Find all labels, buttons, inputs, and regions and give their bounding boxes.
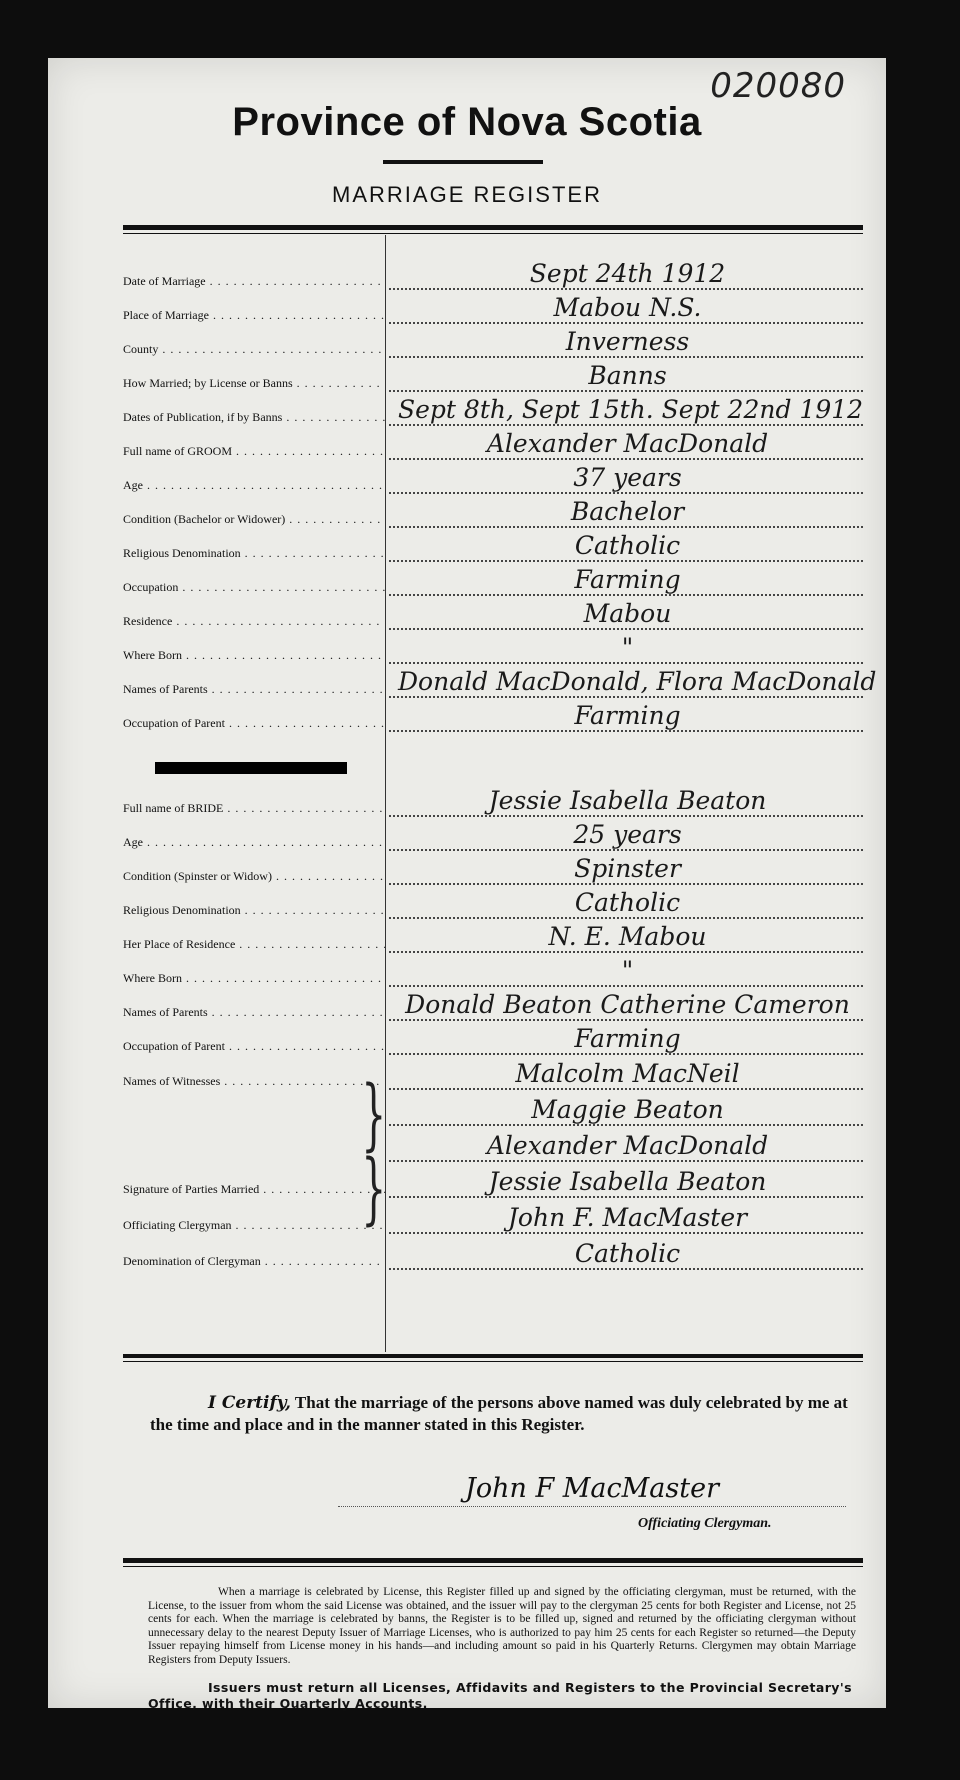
field-row bbox=[123, 853, 863, 887]
field-dotted-line bbox=[389, 951, 863, 953]
field-row bbox=[123, 1058, 863, 1092]
field-value: " bbox=[621, 633, 634, 662]
certify-text: That the marriage of the persons above named was duly celebrated by me at the time and place and in the manner stated in this Register. bbox=[150, 1393, 848, 1434]
field-dotted-line bbox=[389, 985, 863, 987]
field-value: " bbox=[621, 956, 634, 985]
witnesses-brace: } bbox=[361, 1070, 387, 1160]
field-value: 25 years bbox=[573, 820, 682, 849]
field-dotted-line bbox=[389, 662, 863, 664]
field-value: Malcolm MacNeil bbox=[515, 1059, 740, 1088]
field-label: Full name of BRIDE . . . bbox=[123, 801, 385, 816]
field-label: Place of Marriage . . . bbox=[123, 308, 385, 323]
header-divider bbox=[123, 225, 863, 230]
field-label: Names of Parents . . . bbox=[123, 682, 385, 697]
field-dotted-line bbox=[389, 424, 863, 426]
field-value: N. E. Mabou bbox=[548, 922, 707, 951]
certification-statement bbox=[150, 1392, 850, 1436]
fields-divider-thin bbox=[123, 1361, 863, 1362]
field-value: Sept 8th, Sept 15th. Sept 22nd 1912 bbox=[398, 395, 864, 424]
field-row bbox=[123, 530, 863, 564]
field-value: Catholic bbox=[574, 531, 681, 560]
registration-number: 020080 bbox=[710, 66, 846, 106]
field-row bbox=[123, 394, 863, 428]
field-value: 37 years bbox=[573, 463, 682, 492]
field-value: Catholic bbox=[574, 1239, 681, 1268]
field-dotted-line bbox=[389, 560, 863, 562]
instructions-notice: When a marriage is celebrated by License, this Register filled up and signed by the officiating clergyman, must be returned, with the License, to the issuer from whom the said License was obtained, and the issuer will pay to the clergyman 25 cents for both Register and License, not 25 cents for each. When the marriage is celebrated by banns, the Register is to be filled up, signed and returned by the officiating clergyman without unnecessary delay to the nearest Deputy Issuer of Marriage Licenses, who is authorized to pay him 25 cents for each Register so returned—the Deputy Issuer repaying himself from License money in his hands—and including amount so paid in his Quarterly Returns. Clergymen may obtain Marriage Registers from Deputy Issuers. bbox=[148, 1586, 856, 1666]
field-row bbox=[123, 632, 863, 666]
field-row bbox=[123, 496, 863, 530]
field-label: Condition (Bachelor or Widower) . . . bbox=[123, 512, 385, 527]
field-row bbox=[123, 921, 863, 955]
field-value: Farming bbox=[574, 565, 681, 594]
field-label: Occupation . . . bbox=[123, 580, 385, 595]
field-label: Date of Marriage . . . bbox=[123, 274, 385, 289]
field-label: Occupation of Parent . . . bbox=[123, 1039, 385, 1054]
field-value: Catholic bbox=[574, 888, 681, 917]
field-value: Jessie Isabella Beaton bbox=[488, 1167, 767, 1196]
field-row bbox=[123, 666, 877, 700]
field-row bbox=[123, 887, 863, 921]
field-value: Sept 24th 1912 bbox=[529, 259, 726, 288]
field-dotted-line bbox=[389, 288, 863, 290]
field-label: County . . . bbox=[123, 342, 385, 357]
field-label: Names of Parents . . . bbox=[123, 1005, 385, 1020]
field-value: Bachelor bbox=[570, 497, 685, 526]
field-dotted-line bbox=[389, 730, 863, 732]
field-label: Age . . . bbox=[123, 478, 385, 493]
register-form bbox=[48, 58, 886, 1711]
field-row bbox=[123, 1023, 863, 1057]
field-row bbox=[123, 428, 863, 462]
field-dotted-line bbox=[389, 1124, 863, 1126]
field-dotted-line bbox=[389, 594, 863, 596]
document-title: Province of Nova Scotia bbox=[232, 100, 702, 144]
field-value: Jessie Isabella Beaton bbox=[488, 786, 767, 815]
field-dotted-line bbox=[389, 492, 863, 494]
field-row bbox=[123, 564, 863, 598]
field-label: Denomination of Clergyman . . . bbox=[123, 1254, 385, 1269]
field-value: Mabou bbox=[583, 599, 672, 628]
field-row bbox=[123, 819, 863, 853]
field-dotted-line bbox=[389, 917, 863, 919]
field-label: How Married; by License or Banns . . . bbox=[123, 376, 385, 391]
field-value: Spinster bbox=[574, 854, 681, 883]
field-value: Donald Beaton Catherine Cameron bbox=[405, 990, 850, 1019]
clergyman-signature: John F MacMaster bbox=[465, 1473, 719, 1504]
field-dotted-line bbox=[389, 1053, 863, 1055]
field-value: Mabou N.S. bbox=[553, 293, 702, 322]
field-row bbox=[123, 785, 863, 819]
field-label: Occupation of Parent . . . bbox=[123, 716, 385, 731]
field-label: Religious Denomination . . . bbox=[123, 546, 385, 561]
certify-lead: I Certify, bbox=[208, 1393, 291, 1413]
field-row bbox=[123, 360, 863, 394]
field-dotted-line bbox=[389, 883, 863, 885]
field-label: Dates of Publication, if by Banns . . . bbox=[123, 410, 385, 425]
field-row bbox=[123, 1202, 863, 1236]
parties-brace: } bbox=[361, 1144, 387, 1234]
field-label: Religious Denomination . . . bbox=[123, 903, 385, 918]
field-dotted-line bbox=[389, 390, 863, 392]
title-underline bbox=[383, 160, 543, 164]
field-dotted-line bbox=[389, 1160, 863, 1162]
field-dotted-line bbox=[389, 815, 863, 817]
document-subtitle: MARRIAGE REGISTER bbox=[332, 182, 602, 207]
field-value: Alexander MacDonald bbox=[486, 429, 769, 458]
field-label: Names of Witnesses . . . bbox=[123, 1074, 385, 1089]
notice-divider-thin bbox=[123, 1566, 863, 1567]
field-dotted-line bbox=[389, 1088, 863, 1090]
field-row bbox=[123, 1130, 863, 1164]
redaction-bar bbox=[155, 762, 347, 774]
issuers-footer: Issuers must return all Licenses, Affidavits and Registers to the Provincial Secretary's Office, with their Quarterly Accounts. bbox=[148, 1680, 852, 1711]
field-dotted-line bbox=[389, 458, 863, 460]
field-dotted-line bbox=[389, 628, 863, 630]
fields-divider bbox=[123, 1354, 863, 1358]
header-divider-thin bbox=[123, 233, 863, 234]
field-row bbox=[123, 292, 863, 326]
field-dotted-line bbox=[389, 849, 863, 851]
notice-divider bbox=[123, 1558, 863, 1563]
field-label: Where Born . . . bbox=[123, 971, 385, 986]
field-dotted-line bbox=[389, 322, 863, 324]
field-row bbox=[123, 1238, 863, 1272]
field-row bbox=[123, 700, 863, 734]
field-dotted-line bbox=[389, 1268, 863, 1270]
field-dotted-line bbox=[389, 526, 863, 528]
field-row bbox=[123, 462, 863, 496]
field-value: Maggie Beaton bbox=[531, 1095, 724, 1124]
field-value: Farming bbox=[574, 701, 681, 730]
field-row bbox=[123, 1094, 863, 1128]
field-row bbox=[123, 1166, 863, 1200]
field-dotted-line bbox=[389, 1196, 863, 1198]
field-value: Inverness bbox=[565, 327, 690, 356]
field-row bbox=[123, 598, 863, 632]
field-value: John F. MacMaster bbox=[507, 1203, 748, 1232]
field-row bbox=[123, 326, 863, 360]
field-dotted-line bbox=[389, 696, 863, 698]
field-label: Age . . . bbox=[123, 835, 385, 850]
field-label: Residence . . . bbox=[123, 614, 385, 629]
field-label: Where Born . . . bbox=[123, 648, 385, 663]
field-row bbox=[123, 955, 863, 989]
field-label: Full name of GROOM . . . bbox=[123, 444, 385, 459]
field-value: Alexander MacDonald bbox=[486, 1131, 769, 1160]
field-row bbox=[123, 258, 863, 292]
field-value: Banns bbox=[588, 361, 667, 390]
field-row bbox=[123, 989, 863, 1023]
field-dotted-line bbox=[389, 356, 863, 358]
field-label: Condition (Spinster or Widow) . . . bbox=[123, 869, 385, 884]
clergyman-signature-line bbox=[338, 1470, 846, 1507]
field-dotted-line bbox=[389, 1232, 863, 1234]
field-value: Donald MacDonald, Flora MacDonald bbox=[398, 667, 877, 696]
field-value: Farming bbox=[574, 1024, 681, 1053]
signature-caption: Officiating Clergyman. bbox=[638, 1516, 772, 1531]
field-label: Signature of Parties Married . . . bbox=[123, 1182, 385, 1197]
field-label: Officiating Clergyman . . . bbox=[123, 1218, 385, 1233]
field-label: Her Place of Residence . . . bbox=[123, 937, 385, 952]
field-dotted-line bbox=[389, 1019, 863, 1021]
